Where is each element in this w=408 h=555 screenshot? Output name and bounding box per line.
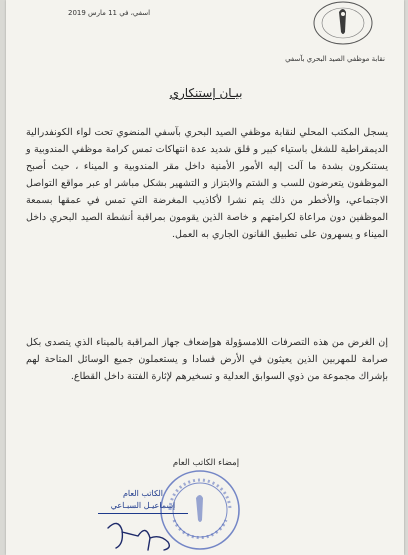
- document-date: اسفي، في 11 مارس 2019: [68, 9, 151, 17]
- letter-sheet: [6, 0, 404, 555]
- statement-paragraph-2: إن الغرض من هذه التصرفات اللامسؤولة هوإضعاف جهاز المراقبة بالميناء الذي يتصدى بكل صرامة للمهربين الذين يعيثون في الأرض فسادا و يستعملون جميع الوسائل المتاحة لهم بإشراك مجموعة من ذوي السوابق العدلية و تسخيرهم لإثارة الفتنة داخل القطاع.: [26, 337, 388, 382]
- signatory-name: إسماعيـل السبـاعي: [98, 500, 188, 514]
- statement-paragraph-1: يسجل المكتب المحلي لنقابة موظفي الصيد البحري بآسفي المنضوي تحت لواء الكونفدرالية الديمقراطية للشغل باستياء كبير و قلق شديد عدة انتهاكات تمس كرامة موظفي المندوبية و يستنكرون بشدة ما آلت إليه الأمور الأمنية داخل مقر المندوبية و الميناء ، حيث أصبح الموظفون يتعرضون للسب و الشتم والابتزاز و التشهير بشكل مباشر او عبر مواقع التواصل الاجتماعي، والأخطر من ذلك يتم نشرا لأكاذيب المغرضة التي تمس في عمقها بسمعة الموظفين دون مراعاة لكرامتهم و خاصة الذين يقومون بمراقبة أنشطة الصيد البحري داخل الميناء و يسهرون على تطبيق القانون الجاري به العمل.: [26, 127, 388, 240]
- signatory-role: الكاتب العام: [122, 489, 164, 498]
- union-name: نقابة موظفي الصيد البحري بآسفي: [285, 55, 385, 63]
- signoff-label: إمضاء الكاتب العام: [172, 458, 240, 468]
- union-logo-icon: [312, 0, 374, 46]
- handwritten-signature-icon: [98, 514, 198, 554]
- signatory-block: [98, 488, 188, 514]
- document-title: بيـان إستنكاري: [169, 86, 243, 100]
